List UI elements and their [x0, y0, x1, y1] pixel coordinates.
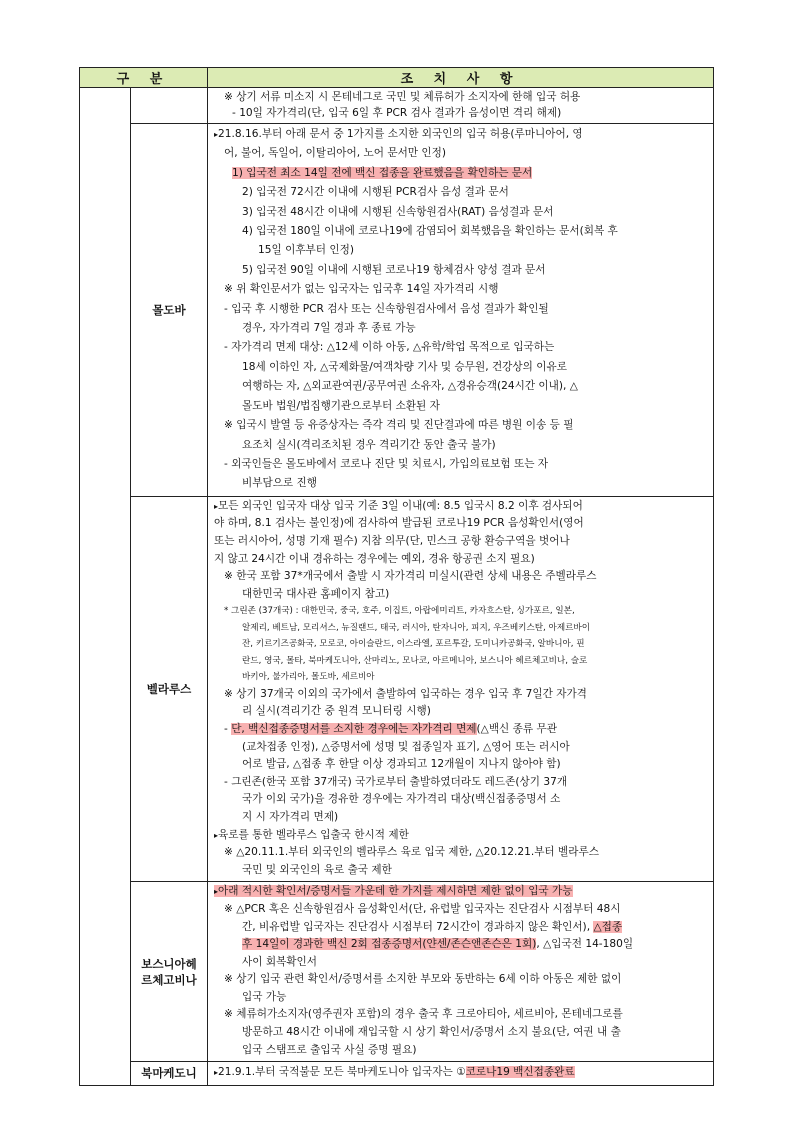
- header-category: 구 분: [80, 68, 208, 88]
- text-line: 2) 입국전 72시간 이내에 시행된 PCR검사 음성 결과 문서: [242, 186, 509, 199]
- highlighted-text: 1) 입국전 최소 14일 전에 백신 접종을 완료했음을 확인하는 문서: [232, 166, 533, 179]
- row-continued: [80, 88, 714, 124]
- country-name-line: 보스니아헤: [141, 956, 197, 971]
- moldova-measures: [208, 124, 714, 497]
- text-line: 몰도바 법원/법집행기관으로부터 소환된 자: [242, 399, 440, 412]
- text-line: 입국 스탬프로 출입국 사실 증명 필요): [242, 1043, 417, 1056]
- text-line: 여행하는 자, △외교관여권/공무여권 소유자, △경유승객(24시간 이내), △: [242, 380, 578, 393]
- row-moldova: [80, 124, 714, 497]
- country-empty: [131, 88, 208, 124]
- text-line: - 10일 자가격리(단, 입국 6일 후 PCR 검사 결과가 음성이면 격리 해제): [232, 107, 562, 119]
- green-zone-line: * 그린존 (37개국) : 대한민국, 중국, 호주, 이집트, 아랍에미리트, 카자흐스탄, 싱가포르, 일본,: [224, 606, 575, 617]
- highlighted-text: △접종: [593, 920, 623, 933]
- triangle-bullet-icon: ▸: [214, 887, 219, 897]
- text-line: 모든 외국인 입국자 대상 입국 기준 3일 이내(예: 8.5 입국시 8.2 이후 검사되어: [218, 499, 583, 512]
- measures-table: [79, 67, 714, 1086]
- text-line: ※ 상기 입국 관련 확인서/증명서를 소지한 부모와 동반하는 6세 이하 아동은 제한 없이: [224, 973, 622, 986]
- text-line: - 그린존(한국 포함 37개국) 국가로부터 출발하였더라도 레드존(상기 37개: [224, 775, 568, 788]
- text-line: (△백신 종류 무관: [476, 722, 557, 735]
- country-name: [131, 882, 208, 1062]
- row-belarus: [80, 496, 714, 882]
- highlighted-text: 단, 백신접종증명서를 소지한 경우에는 자가격리 면제: [231, 722, 477, 735]
- text-line: 3) 입국전 48시간 이내에 시행된 신속항원검사(RAT) 음성결과 문서: [242, 205, 554, 218]
- row-north-macedonia: [80, 1062, 714, 1085]
- text-line: ※ 상기 37개국 이외의 국가에서 출발하여 입국하는 경우 입국 후 7일간 자가격: [224, 687, 587, 700]
- text-line: 사이 회복확인서: [242, 955, 318, 968]
- text-line: 15일 이후부터 인정): [258, 244, 354, 257]
- green-zone-line: 알제리, 베트남, 모리셔스, 뉴질랜드, 태국, 러시아, 탄자니아, 피지, 우즈베키스탄, 아제르바이: [242, 622, 591, 633]
- triangle-bullet-icon: ▸: [214, 1068, 219, 1078]
- country-name-line: 르체고비나: [141, 972, 197, 987]
- text-line: ※ △PCR 혹은 신속항원검사 음성확인서(단, 유럽발 입국자는 진단검사 시점부터 48시: [224, 902, 621, 915]
- text-line: 21.9.1.부터 국적불문 모든 북마케도니아 입국자는 ①: [218, 1066, 466, 1079]
- text-line: ※ 상기 서류 미소지 시 몬테네그로 국민 및 체류허가 소지자에 한해 입국 허용: [224, 91, 581, 103]
- triangle-bullet-icon: ▸: [214, 501, 219, 511]
- text-line: 국가 이외 국가)을 경유한 경우에는 자가격리 대상(백신접종증명서 소: [242, 793, 561, 806]
- text-line: 지 않고 24시간 이내 경유하는 경우에는 예외, 경유 항공권 소지 필요): [214, 552, 535, 565]
- country-name: 몰도바: [131, 124, 208, 497]
- table-header: [80, 68, 714, 88]
- text-line: 어로 발급, △접종 후 한달 이상 경과되고 12개월이 지나지 않아야 함): [242, 758, 561, 771]
- highlighted-text: 아래 적시한 확인서/증명서들 가운데 한 가지를 제시하면 제한 없이 입국 가능: [218, 885, 573, 898]
- belarus-measures: ▸모든 외국인 입국자 대상 입국 기준 3일 이내(예: 8.5 입국시 8.2 이후 검사되어 야 하며, 8.1 검사는 불인정)에 검사하여 발급된 코로나19 PCR 음성확인서(영어 또는 러시아어, 성명 기재 필수) 지참 의무(단, 민스크 공항 환승구역을 벗어나 지 않고 24시간 이내 경유하는 경우에는 예외, 경유 항공권 소지 필요) ※ 한국 포함 37*개국에서 출발 시 자가격리 미실시(관련 상세 내용은 주벨라루스 대한민국 대사관 홈페이지 참고) * 그린존 (37개국) : 대한민국, 중국, 호주, 이집트, 아랍에미리트, 카자흐스탄, 싱가포르, 일본, 알제리, 베트남, 모리셔스, 뉴질랜드, 태국, 러시아, 탄자니아, 피지, 우즈베키스탄, 아제르바이 잔, 키르기즈공화국, 모로코, 아이슬란드, 이스라엘, 포르투갈, 도미니카공화국, 알바니아, 핀 란드, 영국, 몰타, 북마케도니아, 산마리노, 모나코, 아르메니아, 보스니아 헤르체고비나, 슬로 바키아, 불가리아, 몰도바, 세르비아 ※ 상기 37개국 이외의 국가에서 출발하여 입국하는 경우 입국 후 7일간 자가격 리 실시(격리기간 중 원격 모니터링 시행) - 단, 백신접종증명서를 소지한 경우에는 자가격리 면제(△백신 종류 무관 (교차접종 인정), △증명서에 성명 및 접종일자 표기, △영어 또는 러시아 어로 발급, △접종 후 한달 이상 경과되고 12개월이 지나지 않아야 함) - 그린존(한국 포함 37개국) 국가로부터 출발하였더라도 레드존(상기 37개 국가 이외 국가)을 경유한 경우에는 자가격리 대상(백신접종증명서 소 지 시 자가격리 면제) ▸육로를 통한 벨라루스 입출국 한시적 제한 ※ △20.11.1.부터 외국인의 벨라루스 육로 입국 제한, △20.12.21.부터 벨라루스 국민 및 외국인의 육로 출국 제한: [208, 496, 714, 882]
- text-line: 지 시 자가격리 면제): [242, 810, 339, 823]
- country-name: 북마케도니: [131, 1062, 208, 1085]
- text-line: 경우, 자가격리 7일 경과 후 종료 가능: [242, 322, 416, 335]
- text-line: 방문하고 48시간 이내에 재입국할 시 상기 확인서/증명서 소지 불요(단, 여권 내 출: [242, 1026, 621, 1039]
- country-name: 벨라루스: [131, 496, 208, 882]
- text-line: ※ 위 확인문서가 없는 입국자는 입국후 14일 자가격리 시행: [224, 283, 499, 296]
- text-line: (교차접종 인정), △증명서에 성명 및 접종일자 표기, △영어 또는 러시아: [242, 740, 570, 753]
- text-line: 어, 불어, 독일어, 이탈리아어, 노어 문서만 인정): [224, 147, 447, 160]
- text-line: 18세 이하인 자, △국제화물/여객차량 기사 및 승무원, 건강상의 이유로: [242, 360, 567, 373]
- green-zone-line: 잔, 키르기즈공화국, 모로코, 아이슬란드, 이스라엘, 포르투갈, 도미니카공화국, 알바니아, 핀: [242, 639, 585, 650]
- text-line: 간, 비유럽발 입국자는 진단검사 시점부터 72시간이 경과하지 않은 확인서),: [242, 920, 594, 933]
- text-line: 4) 입국전 180일 이내에 코로나19에 감염되어 회복했음을 확인하는 문서(회복 후: [242, 225, 618, 238]
- text-line: ※ 체류허가소지자(영주권자 포함)의 경우 출국 후 크로아티아, 세르비아, 몬테네그로를: [224, 1008, 623, 1021]
- green-zone-line: 란드, 영국, 몰타, 북마케도니아, 산마리노, 모나코, 아르메니아, 보스니아 헤르체고비나, 슬로: [242, 655, 588, 666]
- text-line: 5) 입국전 90일 이내에 시행된 코로나19 항체검사 양성 결과 문서: [242, 263, 546, 276]
- text-line: , △입국전 14-180일: [536, 938, 634, 951]
- header-measures: 조 치 사 항: [208, 68, 714, 88]
- text-line: ※ △20.11.1.부터 외국인의 벨라루스 육로 입국 제한, △20.12.21.부터 벨라루스: [224, 846, 599, 859]
- row-bosnia: [80, 882, 714, 1062]
- text-line: 리 실시(격리기간 중 원격 모니터링 시행): [242, 705, 431, 718]
- text-line: 요조치 실시(격리조치된 경우 격리기간 동안 출국 불가): [242, 438, 496, 451]
- text-line: ※ 입국시 발열 등 유증상자는 즉각 격리 및 진단결과에 따른 병원 이송 등 필: [224, 419, 574, 432]
- triangle-bullet-icon: ▸: [214, 830, 219, 840]
- text-line: - 외국인들은 몰도바에서 코로나 진단 및 치료시, 가입의료보험 또는 자: [224, 457, 549, 470]
- text-line: 입국 가능: [242, 990, 287, 1003]
- region-cell: [80, 88, 131, 1086]
- triangle-bullet-icon: ▸: [214, 130, 219, 139]
- highlighted-text: 후 14일이 경과한 백신 2회 접종증명서(얀센/존슨앤존슨은 1회): [242, 938, 537, 951]
- text-line: 또는 러시아어, 성명 기재 필수) 지참 의무(단, 민스크 공항 환승구역을 벗어나: [214, 534, 570, 547]
- text-line: 비부담으로 진행: [242, 477, 318, 490]
- continued-measures: [208, 88, 714, 124]
- text-line: 국민 및 외국인의 육로 출국 제한: [242, 863, 392, 876]
- text-line: 육로를 통한 벨라루스 입출국 한시적 제한: [218, 828, 409, 841]
- text-line: 야 하며, 8.1 검사는 불인정)에 검사하여 발급된 코로나19 PCR 음성확인서(영어: [214, 517, 584, 530]
- green-zone-line: 바키아, 불가리아, 몰도바, 세르비아: [242, 672, 375, 683]
- text-line: 21.8.16.부터 아래 문서 중 1가지를 소지한 외국인의 입국 허용(루마니아어, 영: [218, 128, 583, 140]
- text-line: - 입국 후 시행한 PCR 검사 또는 신속항원검사에서 음성 결과가 확인될: [224, 302, 549, 315]
- text-line: ※ 한국 포함 37*개국에서 출발 시 자가격리 미실시(관련 상세 내용은 주벨라루스: [224, 570, 597, 583]
- north-macedonia-measures: [208, 1062, 714, 1085]
- text-line: - 자가격리 면제 대상: △12세 이하 아동, △유학/학업 목적으로 입국하는: [224, 341, 555, 354]
- bosnia-measures: [208, 882, 714, 1062]
- highlighted-text: 코로나19 백신접종완료: [465, 1066, 575, 1079]
- text-line: 대한민국 대사관 홈페이지 참고): [242, 587, 390, 600]
